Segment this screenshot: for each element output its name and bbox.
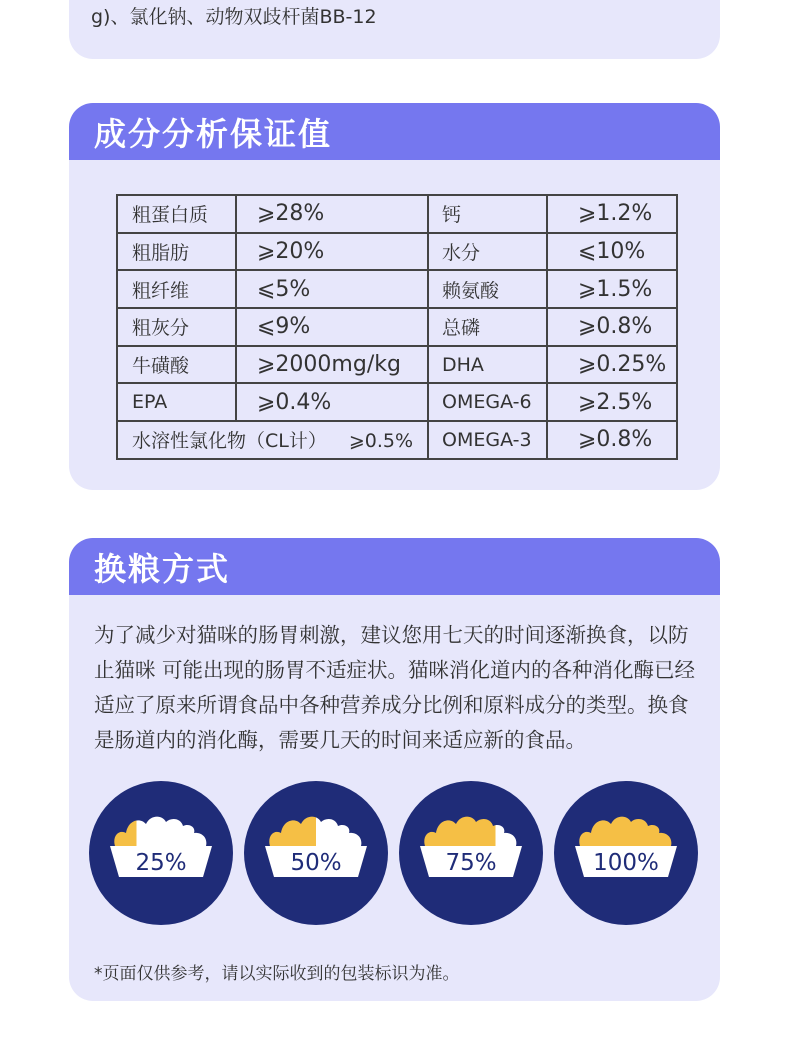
ingredients-text: g)、氯化钠、动物双歧杆菌BB-12 <box>91 6 377 28</box>
stage-circle <box>243 780 389 926</box>
nutrient-label: OMEGA-3 <box>428 421 547 459</box>
nutrient-value: ⩾2.5% <box>547 383 677 421</box>
guarantee-table <box>116 194 678 460</box>
analysis-card <box>69 103 720 490</box>
stage-label: 75% <box>445 850 497 876</box>
analysis-title: 成分分析保证值 <box>94 114 333 153</box>
nutrient-label: 钙 <box>428 195 547 233</box>
stage-circle <box>88 780 234 926</box>
nutrient-value: ⩾28% <box>236 195 428 233</box>
switch-paragraph: 为了减少对猫咪的肠胃刺激，建议您用七天的时间逐渐换食，以防止猫咪 可能出现的肠胃不适症状。猫咪消化道内的各种消化酶已经适应了原来所谓食品中各种营养成分比例和原料成分的类型。换食是肠道内的消化酶，需要几天的时间来适应新的食品。 <box>94 623 696 752</box>
nutrient-label: OMEGA-6 <box>428 383 547 421</box>
stage-circle <box>398 780 544 926</box>
nutrient-label: 赖氨酸 <box>428 270 547 308</box>
nutrient-label: 粗脂肪 <box>117 233 236 271</box>
nutrient-value: ⩾20% <box>236 233 428 271</box>
table-row <box>117 270 677 308</box>
food-bowl-icon <box>553 780 699 926</box>
nutrient-label: 水溶性氯化物（CL计） <box>132 430 327 453</box>
stage-label: 25% <box>135 850 187 876</box>
food-bowl-icon <box>243 780 389 926</box>
nutrient-value: ⩾1.5% <box>547 270 677 308</box>
nutrient-label: DHA <box>428 346 547 384</box>
switch-header <box>69 538 720 595</box>
nutrient-value: ⩽5% <box>236 270 428 308</box>
nutrient-label: 粗灰分 <box>117 308 236 346</box>
nutrient-label: 粗纤维 <box>117 270 236 308</box>
nutrient-label: EPA <box>117 383 236 421</box>
ingredients-card <box>69 0 720 59</box>
nutrient-value: ⩾2000mg/kg <box>236 346 428 384</box>
nutrient-value: ⩾0.4% <box>236 383 428 421</box>
nutrient-label: 粗蛋白质 <box>117 195 236 233</box>
switch-title: 换粮方式 <box>94 549 231 588</box>
nutrient-value: ⩾0.5% <box>348 430 414 453</box>
footnote: *页面仅供参考，请以实际收到的包装标识为准。 <box>94 964 460 984</box>
table-row <box>117 383 677 421</box>
nutrient-label: 总磷 <box>428 308 547 346</box>
nutrient-value: ⩾0.8% <box>547 421 677 459</box>
nutrient-value: ⩾0.25% <box>547 346 677 384</box>
food-bowl-icon <box>88 780 234 926</box>
transition-stages <box>88 780 708 926</box>
stage-circle <box>553 780 699 926</box>
stage-label: 100% <box>593 850 659 876</box>
nutrient-label: 水分 <box>428 233 547 271</box>
food-bowl-icon <box>398 780 544 926</box>
nutrient-value: ⩾1.2% <box>547 195 677 233</box>
stage-label: 50% <box>290 850 342 876</box>
table-row <box>117 195 677 233</box>
chloride-cell <box>117 421 428 459</box>
nutrient-value: ⩽9% <box>236 308 428 346</box>
food-switch-card <box>69 538 720 1001</box>
nutrient-label: 牛磺酸 <box>117 346 236 384</box>
table-row <box>117 233 677 271</box>
nutrient-value: ⩽10% <box>547 233 677 271</box>
analysis-header <box>69 103 720 160</box>
nutrient-value: ⩾0.8% <box>547 308 677 346</box>
table-row <box>117 308 677 346</box>
table-row <box>117 346 677 384</box>
table-row <box>117 421 677 459</box>
